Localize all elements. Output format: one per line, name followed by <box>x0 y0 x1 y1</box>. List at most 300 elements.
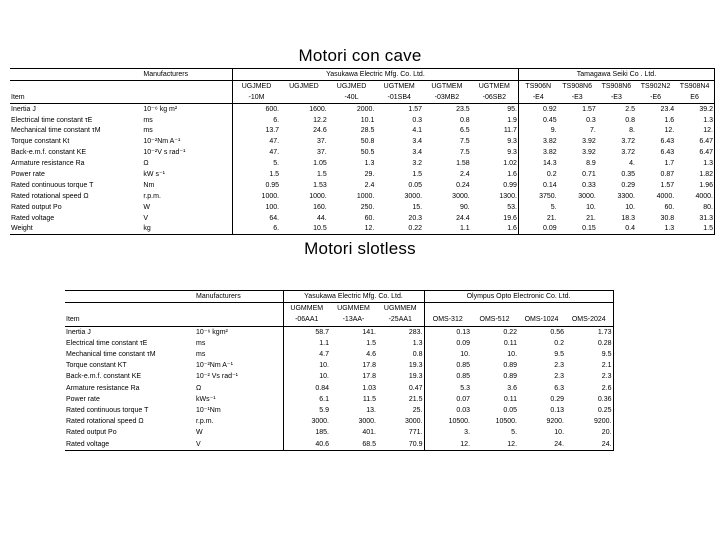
row-unit: 10⁻²V s rad⁻¹ <box>143 149 186 157</box>
row-value: 0.29 <box>550 395 565 403</box>
row-value: 3.4 <box>412 149 423 157</box>
row-value: 10. <box>424 349 471 360</box>
model-suffix: -10M <box>232 92 280 103</box>
row-value: 9200. <box>565 416 613 427</box>
row-unit: 10⁻⁶ kg m² <box>143 105 178 113</box>
row-unit: W <box>143 203 150 211</box>
row-item: Electrical time constant τE <box>11 116 93 124</box>
row-value: 0.8 <box>412 351 423 359</box>
row-value: 10500. <box>424 416 471 427</box>
table-row <box>10 202 715 213</box>
row-value: 100. <box>232 202 280 213</box>
row-value: 1300. <box>499 192 517 200</box>
row-value: 5. <box>511 429 518 437</box>
row-value: 3000. <box>358 418 376 426</box>
row-unit: ms <box>196 339 206 347</box>
spacer <box>10 69 142 81</box>
row-value: 12. <box>675 125 714 136</box>
row-unit: kWs⁻¹ <box>196 395 216 403</box>
row-value: 0.92 <box>518 103 557 114</box>
table-row <box>65 360 613 371</box>
row-unit: ms <box>143 127 153 135</box>
row-item: Power rate <box>66 395 100 403</box>
row-value: 1.57 <box>408 105 423 113</box>
table-motori-slotless <box>65 290 614 451</box>
row-value: 0.8 <box>625 116 635 124</box>
row-value: 5.9 <box>283 405 330 416</box>
row-value: 2000. <box>356 105 375 113</box>
row-value: 3750. <box>518 191 557 202</box>
row-value: 6. <box>232 223 280 234</box>
table-row <box>10 147 715 158</box>
manufacturers-label: Manufacturers <box>142 69 232 81</box>
row-value: 0.05 <box>503 406 518 414</box>
row-value: 1.1 <box>283 338 330 349</box>
model-name: TS902N2 <box>636 80 675 91</box>
row-value: 60. <box>364 214 375 222</box>
row-value: 8.9 <box>586 160 596 168</box>
row-value: 3.6 <box>507 384 518 392</box>
row-unit: kg <box>142 223 232 234</box>
row-value: 0.89 <box>503 362 518 370</box>
row-value: 7.5 <box>459 149 470 157</box>
row-value: 10.5 <box>280 223 328 234</box>
row-value: 0.84 <box>283 383 330 394</box>
table-row <box>65 383 613 394</box>
row-item: Rated voltage <box>11 214 55 222</box>
row-value: 30.8 <box>660 214 675 222</box>
row-value: 1.05 <box>313 160 327 168</box>
row-value: 1.6 <box>507 170 517 178</box>
manufacturers-label: Manufacturers <box>195 291 283 303</box>
row-value: 0.71 <box>582 170 596 178</box>
row-value: 47. <box>232 147 280 158</box>
row-value: 1.5 <box>675 223 714 234</box>
row-value: 4000. <box>675 191 714 202</box>
row-unit: 10⁻⁶ kgm² <box>196 328 228 336</box>
row-value: 9.5 <box>565 349 613 360</box>
row-value: 1600. <box>309 105 327 113</box>
row-value: 10500. <box>495 418 518 426</box>
row-value: 12. <box>664 127 675 135</box>
row-value: 24.4 <box>456 214 470 222</box>
row-value: 70.9 <box>377 438 424 450</box>
row-unit: V <box>195 438 283 450</box>
row-value: 39.2 <box>675 103 714 114</box>
table-row <box>10 191 715 202</box>
model-name: UGTMEM <box>375 80 423 91</box>
row-value: 10. <box>625 203 635 211</box>
row-value: 0.03 <box>424 405 471 416</box>
row-item: Rated continuous torque T <box>66 406 149 414</box>
model-name: TS908N6 <box>597 80 636 91</box>
row-value: 0.3 <box>586 116 596 124</box>
model-suffix: OMS-312 <box>424 314 471 326</box>
model-name: TS908N4 <box>675 80 714 91</box>
row-unit: 10⁻²Nm A⁻¹ <box>143 138 181 146</box>
row-item: Electrical time constant τE <box>66 339 148 347</box>
row-value: 5. <box>518 202 557 213</box>
row-value: 2.3 <box>565 371 613 382</box>
row-value: 1.6 <box>471 223 519 234</box>
model-name: UGMMEM <box>330 303 377 315</box>
row-unit: kW s⁻¹ <box>143 170 165 178</box>
row-value: 10. <box>586 203 596 211</box>
row-value: 7.5 <box>459 138 470 146</box>
row-value: 0.09 <box>518 223 557 234</box>
row-value: 160. <box>313 203 327 211</box>
model-suffix: -13AA- <box>330 314 377 326</box>
row-value: 401. <box>362 429 376 437</box>
row-item: Inertia J <box>66 328 91 336</box>
model-suffix: E6 <box>675 92 714 103</box>
row-value: 1000. <box>309 192 327 200</box>
row-value: 3.92 <box>582 138 596 146</box>
model-suffix: -E3 <box>597 92 636 103</box>
row-value: 19.6 <box>503 214 517 222</box>
row-value: 10.1 <box>360 116 375 124</box>
row-item: Back-e.m.f. constant KE <box>66 373 142 381</box>
row-value: 95. <box>507 105 517 113</box>
row-value: 4.1 <box>412 127 423 135</box>
row-value: 0.2 <box>518 169 557 180</box>
row-value: 0.13 <box>550 406 565 414</box>
row-value: 141. <box>362 328 376 336</box>
row-value: 19.3 <box>408 373 423 381</box>
row-value: 600. <box>232 103 280 114</box>
spacer <box>10 80 142 91</box>
spacer <box>195 303 283 315</box>
row-unit: Nm <box>143 181 155 189</box>
row-value: 1.7 <box>664 160 675 168</box>
row-value: 1.6 <box>664 116 675 124</box>
row-value: 6.43 <box>660 138 675 146</box>
row-value: 18.3 <box>621 214 635 222</box>
row-value: 1.58 <box>456 160 470 168</box>
row-value: 0.13 <box>424 326 471 338</box>
row-value: 0.8 <box>459 116 470 124</box>
row-value: 1.3 <box>364 160 375 168</box>
row-unit: 10⁻² Vs rad⁻¹ <box>196 373 239 381</box>
row-value: 24. <box>565 438 613 450</box>
row-value: 4000. <box>656 192 675 200</box>
row-value: 0.05 <box>408 181 423 189</box>
row-value: 2.4 <box>364 181 375 189</box>
row-item: Armature resistance Ra <box>11 160 85 168</box>
table-row <box>10 223 715 234</box>
row-value: 25. <box>412 406 423 414</box>
row-value: 4. <box>629 160 635 168</box>
row-item: Rated output Po <box>11 203 62 211</box>
row-value: 17.8 <box>362 373 376 381</box>
model-name: TS908N6 <box>558 80 597 91</box>
row-unit: ms <box>196 351 206 359</box>
row-value: 0.29 <box>621 181 635 189</box>
row-value: 53. <box>507 203 517 211</box>
row-value: 771. <box>408 429 423 437</box>
model-suffix: -E6 <box>636 92 675 103</box>
row-value: 3000. <box>404 418 423 426</box>
row-value: 37. <box>317 138 327 146</box>
row-item: Torque constant Kt <box>11 138 70 146</box>
manufacturer-group: Yasukawa Electric Mfg. Co. Ltd. <box>283 291 424 303</box>
row-value: 24. <box>518 438 565 450</box>
row-value: 29. <box>364 170 375 178</box>
row-unit: 10⁻²Nm A⁻¹ <box>196 362 233 370</box>
row-value: 50.8 <box>360 138 375 146</box>
row-value: 12. <box>424 438 471 450</box>
row-value: 28.5 <box>360 127 375 135</box>
table-row <box>10 103 715 114</box>
row-value: 3. <box>424 427 471 438</box>
row-value: 50.5 <box>360 149 375 157</box>
row-value: 0.47 <box>408 384 423 392</box>
row-value: 3000. <box>404 192 423 200</box>
row-value: 2.3 <box>554 362 565 370</box>
row-value: 1.9 <box>507 116 517 124</box>
table-row <box>10 169 715 180</box>
row-value: 47. <box>232 136 280 147</box>
row-value: 64. <box>232 213 280 224</box>
row-value: 2.1 <box>565 360 613 371</box>
row-value: 40.6 <box>283 438 330 450</box>
model-suffix: OMS-1024 <box>518 314 565 326</box>
row-value: 1000. <box>232 191 280 202</box>
row-value: 3.82 <box>518 147 557 158</box>
row-unit: r.p.m. <box>143 192 161 200</box>
row-unit: ms <box>143 116 153 124</box>
row-value: 1.57 <box>660 181 675 189</box>
row-value: 12.2 <box>313 116 327 124</box>
row-value: 6.1 <box>283 394 330 405</box>
row-value: 0.87 <box>660 170 675 178</box>
row-value: 2.3 <box>554 373 565 381</box>
row-value: 11.7 <box>503 127 517 135</box>
row-value: 0.35 <box>621 170 635 178</box>
row-item: Rated rotational speed Ω <box>66 418 144 426</box>
table-row <box>65 405 613 416</box>
table-row <box>65 326 613 338</box>
row-value: 24.6 <box>313 127 327 135</box>
row-value: 0.22 <box>503 328 518 336</box>
model-name <box>424 303 471 315</box>
row-value: 21. <box>586 214 596 222</box>
row-value: 1.3 <box>636 223 675 234</box>
model-suffix: -06AA1 <box>283 314 330 326</box>
row-value: 4.6 <box>366 351 376 359</box>
row-item: Rated voltage <box>65 438 195 450</box>
row-value: 185. <box>283 427 330 438</box>
row-value: 1.57 <box>582 105 596 113</box>
model-suffix: OMS-512 <box>471 314 518 326</box>
row-value: 0.99 <box>503 181 517 189</box>
row-value: 3.72 <box>621 149 635 157</box>
row-item: Rated continuous torque T <box>11 181 94 189</box>
model-name <box>471 303 518 315</box>
row-item: Weight <box>10 223 142 234</box>
row-value: 0.28 <box>565 338 613 349</box>
model-row-top <box>10 80 715 91</box>
row-value: 10. <box>283 371 330 382</box>
title-motori-con-cave: Motori con cave <box>298 46 422 65</box>
manufacturer-group: Olympus Opto Electronic Co. Ltd. <box>424 291 613 303</box>
item-label: Item <box>65 314 195 326</box>
manufacturer-group: Tamagawa Seiki Co . Ltd. <box>518 69 714 81</box>
row-value: 1.1 <box>423 223 471 234</box>
table-row <box>65 416 613 427</box>
row-value: 10. <box>283 360 330 371</box>
table-row <box>65 438 613 450</box>
table-row <box>65 349 613 360</box>
row-value: 2.6 <box>565 383 613 394</box>
model-suffix: -06SB2 <box>471 92 519 103</box>
row-value: 0.07 <box>424 394 471 405</box>
row-value: 6.43 <box>660 149 675 157</box>
row-value: 58.7 <box>283 326 330 338</box>
model-row-top <box>65 303 613 315</box>
row-value: 0.25 <box>565 405 613 416</box>
row-value: 7. <box>589 127 596 135</box>
manufacturers-row <box>65 291 613 303</box>
row-value: 19.3 <box>408 362 423 370</box>
row-value: 4.7 <box>283 349 330 360</box>
row-value: 1000. <box>356 192 375 200</box>
model-suffix: -03MB2 <box>423 92 471 103</box>
row-value: 5. <box>232 158 280 169</box>
row-value: 2.4 <box>459 170 470 178</box>
row-value: 0.11 <box>503 395 518 403</box>
spacer <box>65 291 195 303</box>
row-value: 0.11 <box>503 339 518 347</box>
row-value: 3.72 <box>621 138 635 146</box>
model-name <box>518 303 565 315</box>
table-row <box>65 371 613 382</box>
model-name: UGTMEM <box>423 80 471 91</box>
row-value: 1.02 <box>503 160 517 168</box>
model-name: UGJMED <box>328 80 376 91</box>
row-value: 12. <box>471 438 518 450</box>
row-value: 0.95 <box>232 180 280 191</box>
row-item: Inertia J <box>11 105 36 113</box>
table-motori-con-cave <box>10 68 715 235</box>
row-value: 6. <box>232 115 280 126</box>
row-value: 9.3 <box>507 149 517 157</box>
row-value: 15. <box>412 203 423 211</box>
row-value: 17.8 <box>362 362 376 370</box>
row-value: 37. <box>317 149 327 157</box>
row-unit: Ω <box>143 160 149 168</box>
row-value: 0.15 <box>558 223 597 234</box>
row-value: 1.96 <box>675 180 714 191</box>
row-value: 90. <box>459 203 470 211</box>
row-value: 10. <box>507 351 518 359</box>
row-value: 68.5 <box>330 438 377 450</box>
table-row <box>10 213 715 224</box>
row-value: 0.22 <box>375 223 423 234</box>
row-value: 6.47 <box>675 136 714 147</box>
row-value: 9.5 <box>554 351 565 359</box>
row-value: 1.03 <box>362 384 376 392</box>
table-row <box>10 180 715 191</box>
row-value: 21. <box>518 213 557 224</box>
row-value: 21.5 <box>408 395 423 403</box>
model-row-bottom <box>10 92 715 103</box>
table-row <box>10 158 715 169</box>
row-value: 0.85 <box>424 371 471 382</box>
row-value: 44. <box>317 214 327 222</box>
row-value: 9.3 <box>507 138 517 146</box>
row-value: 283. <box>408 328 423 336</box>
table-row <box>65 427 613 438</box>
row-unit: Ω <box>196 384 202 392</box>
row-value: 6.47 <box>675 147 714 158</box>
row-item: Rated rotational speed Ω <box>11 192 89 200</box>
table-row <box>65 394 613 405</box>
row-value: 3000. <box>578 192 596 200</box>
row-value: 2.5 <box>625 105 635 113</box>
row-value: 9200. <box>546 418 565 426</box>
row-value: 80. <box>675 202 714 213</box>
row-item: Power rate <box>11 170 45 178</box>
row-value: 3.4 <box>412 138 423 146</box>
row-value: 1.5 <box>412 170 423 178</box>
model-suffix: -40L <box>328 92 376 103</box>
model-name: UGMMEM <box>377 303 424 315</box>
row-value: 0.89 <box>503 373 518 381</box>
row-value: 3000. <box>283 416 330 427</box>
row-value: 3.82 <box>518 136 557 147</box>
row-value: 0.36 <box>565 394 613 405</box>
model-suffix: OMS-2024 <box>565 314 613 326</box>
row-item: Mechanical time constant τM <box>66 351 156 359</box>
row-value: 0.2 <box>554 339 565 347</box>
model-row-bottom <box>65 314 613 326</box>
row-unit: 10⁻¹Nm <box>196 406 221 414</box>
row-value: 12. <box>328 223 376 234</box>
table-row <box>65 338 613 349</box>
item-label: Item <box>10 92 142 103</box>
row-value: 0.4 <box>597 223 636 234</box>
row-value: 1.82 <box>675 169 714 180</box>
row-value: 0.45 <box>518 115 557 126</box>
model-name: TS906N <box>518 80 557 91</box>
row-value: 6.3 <box>554 384 565 392</box>
spacer <box>142 80 232 91</box>
row-value: 3300. <box>617 192 635 200</box>
row-item: Rated output Po <box>66 429 117 437</box>
table-row <box>10 115 715 126</box>
spacer <box>65 303 195 315</box>
row-value: 31.3 <box>675 213 714 224</box>
row-item: Armature resistance Ra <box>66 384 140 392</box>
model-name: UGJMED <box>232 80 280 91</box>
row-value: 0.14 <box>518 180 557 191</box>
model-suffix: -25AA1 <box>377 314 424 326</box>
table-row <box>10 136 715 147</box>
row-value: 1.3 <box>675 158 714 169</box>
row-unit: W <box>196 429 203 437</box>
row-value: 10. <box>554 429 565 437</box>
model-suffix: -E3 <box>558 92 597 103</box>
model-suffix: -E4 <box>518 92 557 103</box>
row-item: Torque constant KT <box>66 362 127 370</box>
spacer <box>195 314 283 326</box>
model-name: UGTMEM <box>471 80 519 91</box>
row-value: 20.3 <box>408 214 423 222</box>
row-value: 5.3 <box>424 383 471 394</box>
row-value: 0.33 <box>582 181 596 189</box>
row-value: 20. <box>565 427 613 438</box>
